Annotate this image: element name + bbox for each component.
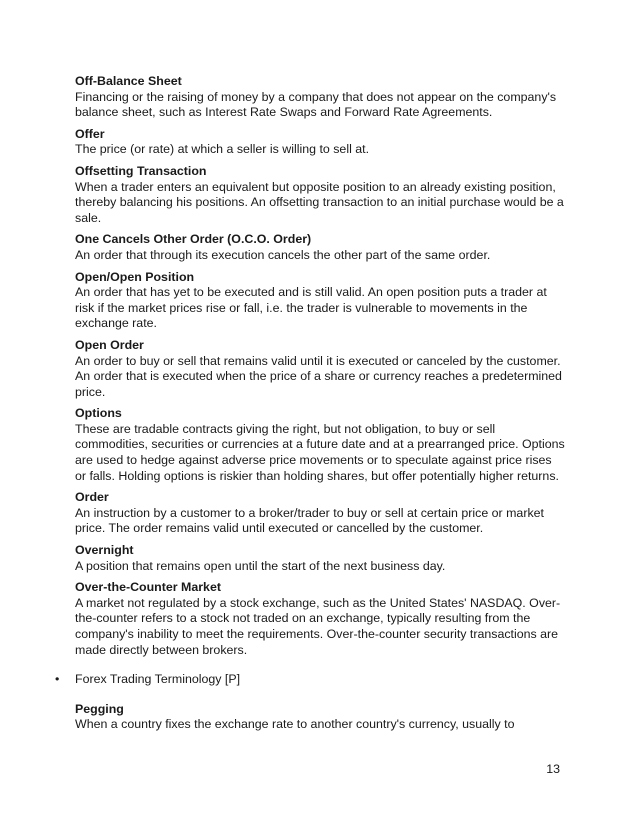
bullet-icon: • <box>55 672 60 687</box>
glossary-term: Open Order <box>75 337 144 352</box>
glossary-entry <box>75 74 565 121</box>
glossary-term: Offsetting Transaction <box>75 163 207 178</box>
glossary-definition: The price (or rate) at which a seller is willing to sell at. <box>75 142 370 157</box>
glossary-term: Pegging <box>75 701 124 716</box>
glossary-term: Overnight <box>75 543 134 558</box>
glossary-term: Off-Balance Sheet <box>75 74 182 88</box>
glossary-term: Open/Open Position <box>75 269 195 284</box>
glossary-term: Offer <box>75 126 105 141</box>
glossary-group-p <box>75 702 565 733</box>
section-heading: Forex Trading Terminology [P] <box>75 672 241 687</box>
glossary-term: One Cancels Other Order (O.C.O. Order) <box>75 232 312 247</box>
glossary-group-o <box>75 74 565 658</box>
glossary-entry <box>75 232 565 263</box>
glossary-content <box>55 74 565 739</box>
glossary-entry <box>75 164 565 226</box>
glossary-entry <box>75 490 565 537</box>
glossary-entry <box>75 406 565 484</box>
glossary-definition: A market not regulated by a stock exchange, such as the United States' NASDAQ. Over-the-counter refers to a stock not traded on an exchange, typically resulting from the company's inability to meet the requirements. Over-the-counter security transactions are made directly between brokers. <box>75 595 561 657</box>
glossary-entry <box>75 580 565 658</box>
glossary-entry <box>75 127 565 158</box>
glossary-entry <box>75 338 565 400</box>
glossary-definition: When a trader enters an equivalent but opposite position to an already existing position, thereby balancing his positions. An offsetting transaction to an initial purchase would be a sale. <box>75 179 564 225</box>
glossary-term: Order <box>75 490 109 505</box>
glossary-definition: These are tradable contracts giving the right, but not obligation, to buy or sell commodities, securities or currencies at a future date and at a prearranged price. Options are used to hedge against adverse price movements or to speculate against price rises or falls. Holding options is riskier than holding shares, but offer potentially higher returns. <box>75 421 565 483</box>
glossary-definition: An instruction by a customer to a broker/trader to buy or sell at certain price or market price. The order remains valid until executed or cancelled by the customer. <box>75 505 544 536</box>
glossary-term: Over-the-Counter Market <box>75 580 221 595</box>
glossary-definition: When a country fixes the exchange rate to another country's currency, usually to <box>75 717 515 732</box>
glossary-definition: A position that remains open until the start of the next business day. <box>75 558 446 573</box>
glossary-definition: An order to buy or sell that remains valid until it is executed or canceled by the customer. An order that is executed when the price of a share or currency reaches a predetermined price. <box>75 353 562 399</box>
glossary-definition: Financing or the raising of money by a company that does not appear on the company's balance sheet, such as Interest Rate Swaps and Forward Rate Agreements. <box>75 89 557 120</box>
glossary-entry <box>75 270 565 332</box>
glossary-term: Options <box>75 406 122 421</box>
glossary-entry <box>75 702 565 733</box>
glossary-definition: An order that through its execution cancels the other part of the same order. <box>75 247 491 262</box>
section-bullet <box>55 672 565 688</box>
glossary-definition: An order that has yet to be executed and is still valid. An open position puts a trader at risk if the market prices rise or fall, i.e. the trader is vulnerable to movements in the exchange rate. <box>75 285 547 331</box>
glossary-entry <box>75 543 565 574</box>
page-number: 13 <box>546 762 560 776</box>
